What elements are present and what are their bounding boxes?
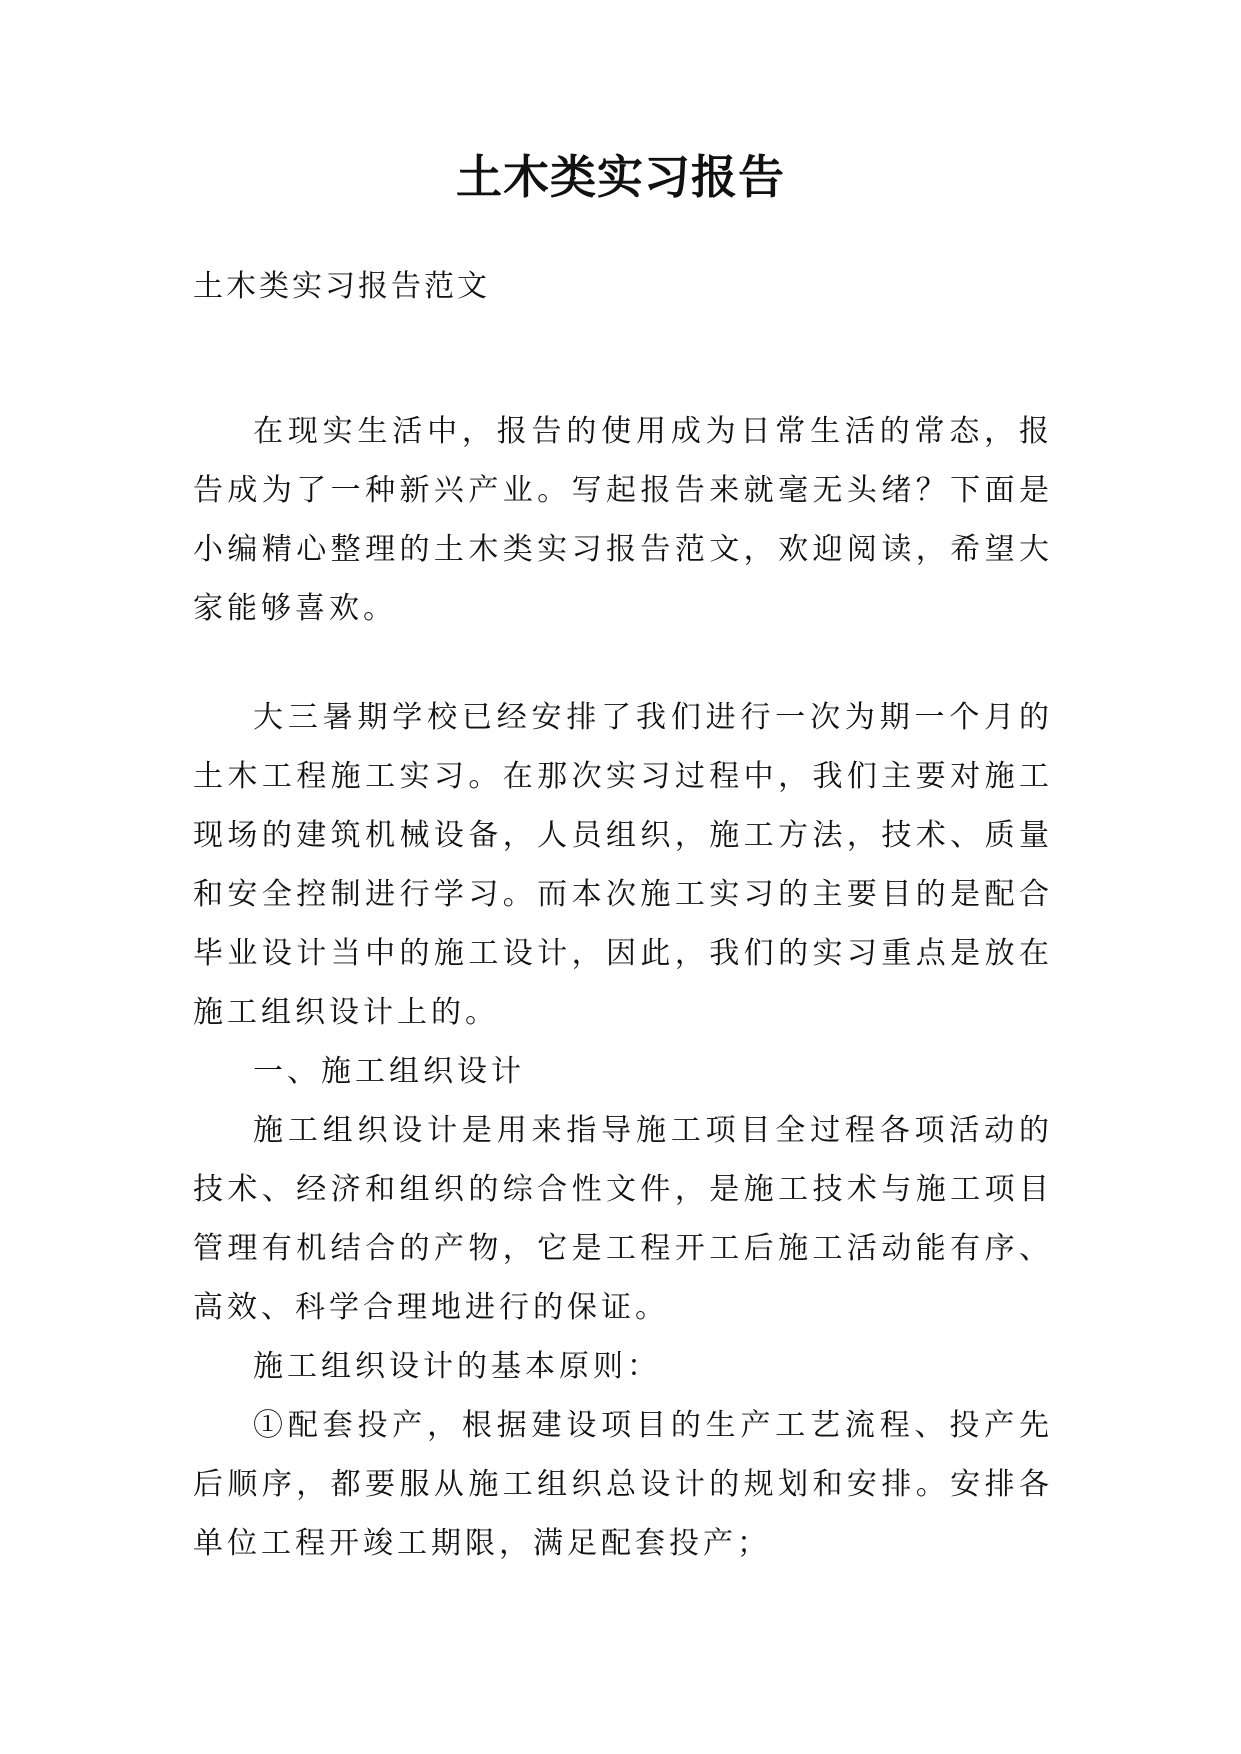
section-heading: 一、施工组织设计 <box>253 1054 525 1089</box>
paragraph-principles-heading: 施工组织设计的基本原则： <box>253 1349 661 1384</box>
document-subtitle: 土木类实习报告范文 <box>193 269 490 304</box>
paragraph-internship: 大三暑期学校已经安排了我们进行一次为期一个月的土木工程施工实习。在那次实习过程中，我们主要对施工现场的建筑机械设备，人员组织，施工方法，技术、质量和安全控制进行学习。而本次施工实习的主要目的是配合毕业设计当中的施工设计，因此，我们的实习重点是放在施工组织设计上的。 <box>193 700 1053 1030</box>
document-title: 土木类实习报告 <box>456 150 785 204</box>
paragraph-intro: 在现实生活中，报告的使用成为日常生活的常态，报告成为了一种新兴产业。写起报告来就毫无头绪？下面是小编精心整理的土木类实习报告范文，欢迎阅读，希望大家能够喜欢。 <box>193 414 1053 626</box>
paragraph-definition: 施工组织设计是用来指导施工项目全过程各项活动的技术、经济和组织的综合性文件，是施工技术与施工项目管理有机结合的产物，它是工程开工后施工活动能有序、高效、科学合理地进行的保证。 <box>193 1113 1053 1325</box>
document-body <box>193 402 1053 1573</box>
paragraph-principle-1: ①配套投产，根据建设项目的生产工艺流程、投产先后顺序，都要服从施工组织总设计的规划和安排。安排各单位工程开竣工期限，满足配套投产； <box>193 1408 1053 1561</box>
